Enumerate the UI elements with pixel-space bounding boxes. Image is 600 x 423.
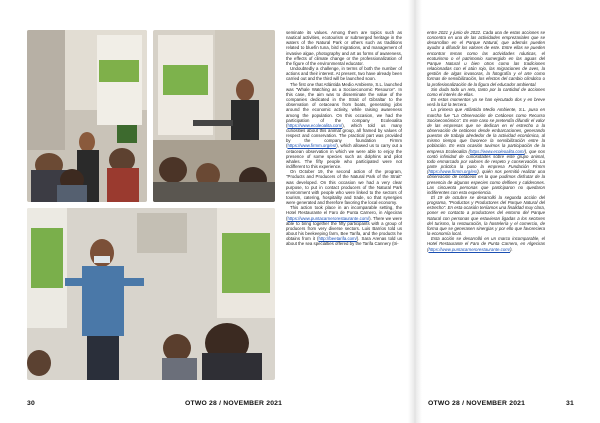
paragraph [427, 107, 545, 195]
paragraph-text: ), which told us many curiosities about this animal group, all framed by values of respect and conservation. The practical part was provided by the company foundation Firmm ( [286, 122, 402, 149]
photo-speaker-with-mask [27, 208, 275, 380]
paragraph-text: ), which allowed us to carry out a cetacean observation in which we were able to enjoy the presence of some species such as dolphins and pilot whales. The fifty people who participated were not indifferent to this experience. [286, 143, 402, 170]
paragraph [427, 236, 545, 251]
paragraph [286, 82, 402, 170]
paragraph: seminate its values. Among them are topics such as nautical activities, ecotourism or submerged heritage in the waters of the Natural Park or others such as traditions related to bluefin tuna, bird migrations, and management of invasive algae, photography and art as forms of awareness, the effects of climate change or the professionalization of the figure of the environmental educator. [286, 30, 402, 66]
article-column-spanish [427, 30, 545, 380]
paragraph [286, 205, 402, 246]
issue-label-left: OTWO 28 / NOVEMBER 2021 [185, 400, 283, 407]
article-column-english [286, 30, 402, 380]
page-number-right: 31 [566, 400, 574, 407]
link-ecoleoalita[interactable]: https://www.ecoleoalita.com/ [469, 148, 525, 154]
paragraph: Undoubtedly a challenge, in terms of both the number of actions and their interest. At present, two have already been carried out and the third will be launched soon. [286, 66, 402, 82]
photo-conference-audience [27, 30, 147, 202]
issue-label-right: OTWO 28 / NOVEMBER 2021 [428, 400, 526, 407]
paragraph: El 19 de octubre se desarrolló la segunda acción del programa, "Productos y Productores del Parque Natural del estrecho". En esta ocasión teníamos una finalidad muy clara, poner en contacto a productores del entorno del Parque Natural con personas que estuvieran ligadas a los sectores del turismo, la restauración, la hostelería y el comercio, de forma que se generasen sinergias y por ello que favoreciera la economía local. [427, 195, 545, 237]
paragraph: Sin duda todo un reto, tanto por la cantidad de acciones como el interés de ellas. [427, 86, 545, 97]
link-ecoleoalita[interactable]: https://www.ecoleoalita.com/ [287, 122, 343, 128]
paragraph-text: La primera que Atlántida Medio Ambiente, S.L. puso en marcha fue "La Observación de Cetáceos como Recurso Socioeconómico". En este caso se pretendía difundir el valor de las empresas que se dedican en el estrecho a la observación de cetáceos desde embarcaciones, generando puestos de trabajo alrededor de la actividad económica, al mismo tiempo que favorece la sensibilización entre la población. En esta ocasión tuvimos la participación de la empresa Ecoleoalita ( [427, 107, 545, 154]
paragraph-text: Esta acción se desarrolló en un marco incomparable, el Hotel Restaurante el Faro de Punta Carnero, en Algeciras ( [427, 236, 545, 252]
link-firmm[interactable]: https://www.firmm.org/es/ [428, 169, 478, 175]
paragraph-text: ). Sara Arenas told us about the sea specialties offered by the Tarifa Cannery (tri- [286, 236, 402, 247]
link-faro-punta-carnero[interactable]: https://www.puntacarnerorestaurante.com/ [428, 246, 511, 252]
page-number-left: 30 [27, 400, 35, 407]
photo-speaker-presenting [153, 30, 275, 202]
paragraph-text: This action took place in an incomparable setting, the Hotel Restaurante el Faro de Punta Carnero, in Algeciras ( [286, 205, 402, 221]
link-beetarifa[interactable]: http://beetarifa.com/ [318, 236, 357, 242]
link-faro-punta-carnero[interactable]: https://www.puntacarnerorestaurante.com/ [287, 215, 370, 221]
paragraph: On October 19, the second action of the program, "Products and Producers of the Natural Park of the Strait" was developed. On this occasion we had a very clear purpose, to put in contact producers of the Natural Park environment with people who were linked to the sectors of tourism, catering, hospitality and trade, so that synergies were generated and therefore favoring the local economy. [286, 169, 402, 206]
paragraph-text: ). There we were able to bring together the fifty participants with a group of producers from very diverse sectors. Luis Barrios told us about his beekeeping farm, Bee Tarifa, and the products he obtains from it ( [286, 215, 402, 242]
paragraph: entre 2021 y junio de 2022. Cada una de estas acciones se concentra en una de las actividades emprezariales que se desarrollan en el Parque Natural, que además pueden ayudar a difundir los valores de este. Entre ellas se pueden encontrar temas como las actividades náuticas, el ecoturismo o el patrimonio sumergido en las aguas del Parque Natural u bien otros como las tradiciones relacionadas con el atún rojo, las migraciones de aves, la gestión de algas invasoras, la fotografía y el arte como formas de sensibilización, los efectos del cambio climático o la profesionalización de la figura del educador ambiental. [427, 30, 545, 87]
paragraph-text: The first one that Atlántida Medio Ambiente, S.L. launched was "Whale Watching as a Socioeconomic Resource". In this case, the aim was to disseminate the value of the companies dedicated in the Strait of Gibraltar to the observation of cetaceans from boats, generating jobs around the economic activity, while raising awareness among the population. On this occasion, we had the participation of the company Ecoleoalita ( [286, 81, 402, 128]
link-firmm[interactable]: https://www.firmm.org/es/ [287, 143, 337, 149]
paragraph-text: ), quién nos permitió realizar una observación de cetáceos en la que pudimos disfrutar de la presencia de algunas especies como delfines y calderones. Las cincuenta personas que participaron no quedaron indiferentes con esta experiencia. [427, 169, 545, 195]
paragraph-text: ), que nos contó infinidad de curiosidades sobre este grupo animal, todo enmarcado por valores de respeto y conservación. La parte práctica la puso la empresa Fundación Firmm ( [427, 148, 545, 175]
page-gutter [408, 0, 422, 423]
paragraph: En estos momentos ya se han ejecutado dos y en breve verá la luz la tercera. [427, 97, 545, 108]
paragraph-text: ). [510, 246, 513, 252]
